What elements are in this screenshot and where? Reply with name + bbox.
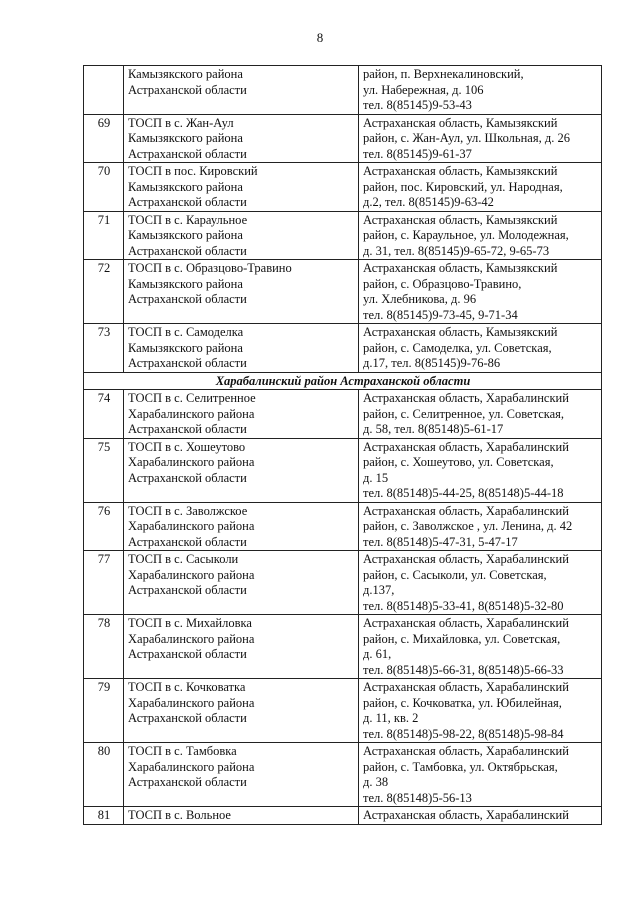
- address-line: район, с. Караульное, ул. Молодежная,: [363, 228, 569, 242]
- address-line: д. 58, тел. 8(85148)5-61-17: [363, 422, 504, 436]
- row-number: 72: [84, 260, 124, 324]
- office-name-cell: [124, 390, 359, 439]
- address-line: д. 61,: [363, 647, 392, 661]
- office-name-cell: [124, 163, 359, 212]
- address-line: район, п. Верхнекалиновский,: [363, 67, 524, 81]
- row-number: 81: [84, 807, 124, 825]
- page-number: 8: [316, 30, 324, 45]
- table-row: [84, 324, 602, 373]
- address-line: ул. Хлебникова, д. 96: [363, 292, 477, 306]
- address-line: ул. Набережная, д. 106: [363, 82, 484, 97]
- address-cell: [359, 211, 602, 260]
- office-name-line: Астраханской области: [128, 292, 247, 306]
- table-row: [84, 679, 602, 743]
- office-name-line: ТОСП в с. Образцово-Травино: [128, 261, 292, 275]
- address-line: Астраханская область, Камызякский: [363, 325, 558, 339]
- address-line: Астраханская область, Камызякский: [363, 212, 558, 227]
- address-line: д. 38: [363, 775, 389, 789]
- table-row: [84, 551, 602, 615]
- address-line: д.2, тел. 8(85145)9-63-42: [363, 195, 494, 209]
- office-name-line: Астраханской области: [128, 470, 247, 485]
- address-line: район, с. Заволжское , ул. Ленина, д. 42: [363, 519, 573, 533]
- offices-table: [83, 65, 602, 825]
- address-line: тел. 8(85145)9-53-43: [363, 98, 472, 112]
- office-name-cell: [124, 211, 359, 260]
- address-cell: [359, 438, 602, 502]
- address-line: район, с. Михайловка, ул. Советская,: [363, 631, 561, 646]
- address-line: район, с. Хошеутово, ул. Советская,: [363, 455, 554, 469]
- address-line: тел. 8(85148)5-44-25, 8(85148)5-44-18: [363, 486, 564, 500]
- office-name-line: ТОСП в с. Жан-Аул: [128, 115, 234, 130]
- address-cell: [359, 551, 602, 615]
- office-name-line: Астраханской области: [128, 422, 247, 436]
- office-name-cell: [124, 615, 359, 679]
- office-name-line: ТОСП в с. Самоделка: [128, 325, 244, 339]
- address-cell: [359, 743, 602, 807]
- office-name-line: ТОСП в с. Заволжское: [128, 503, 248, 518]
- office-name-line: Астраханской области: [128, 243, 247, 258]
- table-row: [84, 390, 602, 439]
- address-line: район, с. Самоделка, ул. Советская,: [363, 340, 552, 355]
- address-cell: [359, 114, 602, 163]
- address-line: район, с. Кочковатка, ул. Юбилейная,: [363, 695, 562, 710]
- office-name-line: Астраханской области: [128, 195, 247, 209]
- table-row: [84, 163, 602, 212]
- address-cell: [359, 502, 602, 551]
- office-name-line: Камызякского района: [128, 131, 243, 145]
- office-name-line: Харабалинского района: [128, 695, 255, 710]
- office-name-line: Камызякского района: [128, 276, 243, 291]
- office-name-cell: [124, 260, 359, 324]
- office-name-line: Харабалинского района: [128, 519, 255, 533]
- address-line: район, с. Селитренное, ул. Советская,: [363, 406, 565, 421]
- office-name-line: ТОСП в с. Хошеутово: [128, 439, 246, 454]
- section-title: Харабалинский район Астраханской области: [84, 372, 602, 390]
- office-name-cell: [124, 502, 359, 551]
- office-name-line: Астраханской области: [128, 146, 247, 161]
- office-name-line: ТОСП в с. Вольное: [128, 808, 231, 822]
- office-name-line: ТОСП в с. Тамбовка: [128, 744, 237, 758]
- address-cell: [359, 163, 602, 212]
- address-line: тел. 8(85145)9-61-37: [363, 146, 472, 161]
- row-number: 79: [84, 679, 124, 743]
- address-cell: [359, 615, 602, 679]
- address-line: Астраханская область, Камызякский: [363, 261, 558, 275]
- row-number: 73: [84, 324, 124, 373]
- office-name-line: Харабалинского района: [128, 631, 255, 646]
- office-name-line: Астраханской области: [128, 775, 247, 789]
- row-number: 71: [84, 211, 124, 260]
- address-line: тел. 8(85145)9-73-45, 9-71-34: [363, 307, 518, 322]
- row-number: 69: [84, 114, 124, 163]
- table-body-kharabali: [84, 390, 602, 825]
- table-row: [84, 211, 602, 260]
- address-cell: [359, 324, 602, 373]
- office-name-cell: [124, 324, 359, 373]
- row-number: 80: [84, 743, 124, 807]
- office-name-line: ТОСП в с. Михайловка: [128, 616, 252, 630]
- address-line: д. 31, тел. 8(85145)9-65-72, 9-65-73: [363, 243, 550, 258]
- office-name-line: ТОСП в с. Караульное: [128, 212, 248, 227]
- office-name-line: Камызякского района: [128, 228, 243, 242]
- table-row: [84, 807, 602, 825]
- table-row: [84, 743, 602, 807]
- address-cell: [359, 679, 602, 743]
- office-name-cell: [124, 551, 359, 615]
- table-body-kamyzyak: [84, 66, 602, 373]
- address-line: Астраханская область, Харабалинский: [363, 680, 569, 694]
- office-name-cell: [124, 807, 359, 825]
- address-line: Астраханская область, Харабалинский: [363, 391, 569, 405]
- address-cell: [359, 66, 602, 115]
- office-name-cell: [124, 438, 359, 502]
- office-name-line: Астраханской области: [128, 534, 247, 549]
- office-name-line: Астраханской области: [128, 82, 247, 97]
- office-name-line: ТОСП в с. Селитренное: [128, 391, 256, 405]
- address-line: район, с. Образцово-Травино,: [363, 276, 522, 291]
- address-line: тел. 8(85148)5-98-22, 8(85148)5-98-84: [363, 726, 564, 741]
- address-line: район, пос. Кировский, ул. Народная,: [363, 179, 563, 194]
- row-number: 75: [84, 438, 124, 502]
- address-line: Астраханская область, Харабалинский: [363, 439, 569, 454]
- office-name-line: Харабалинского района: [128, 455, 255, 469]
- table-row: [84, 260, 602, 324]
- address-line: д.137,: [363, 583, 395, 597]
- address-line: Астраханская область, Харабалинский: [363, 616, 569, 630]
- address-line: Астраханская область, Харабалинский: [363, 808, 569, 822]
- row-number: [84, 66, 124, 115]
- address-cell: [359, 390, 602, 439]
- address-line: Астраханская область, Харабалинский: [363, 503, 569, 518]
- office-name-line: ТОСП в с. Кочковатка: [128, 680, 246, 694]
- row-number: 74: [84, 390, 124, 439]
- address-line: тел. 8(85148)5-56-13: [363, 790, 472, 805]
- office-name-cell: [124, 114, 359, 163]
- office-name-line: Астраханской области: [128, 711, 247, 725]
- address-line: район, с. Сасыколи, ул. Советская,: [363, 567, 547, 582]
- address-line: Астраханская область, Харабалинский: [363, 744, 569, 758]
- office-name-cell: [124, 743, 359, 807]
- office-name-line: Астраханской области: [128, 583, 247, 597]
- address-line: тел. 8(85148)5-33-41, 8(85148)5-32-80: [363, 598, 564, 613]
- address-line: д. 11, кв. 2: [363, 711, 419, 725]
- row-number: 78: [84, 615, 124, 679]
- office-name-line: Астраханской области: [128, 356, 247, 370]
- table-row: [84, 502, 602, 551]
- office-name-cell: [124, 679, 359, 743]
- office-name-line: Камызякского района: [128, 179, 243, 194]
- address-line: тел. 8(85148)5-66-31, 8(85148)5-66-33: [363, 662, 564, 677]
- address-line: д.17, тел. 8(85145)9-76-86: [363, 356, 501, 370]
- address-cell: [359, 260, 602, 324]
- office-name-line: Камызякского района: [128, 67, 243, 81]
- address-line: Астраханская область, Камызякский: [363, 164, 558, 178]
- section-header-row: [84, 372, 602, 390]
- office-name-cell: [124, 66, 359, 115]
- table-row: [84, 438, 602, 502]
- address-line: д. 15: [363, 470, 389, 485]
- address-line: тел. 8(85148)5-47-31, 5-47-17: [363, 534, 518, 549]
- office-name-line: Харабалинского района: [128, 406, 255, 421]
- office-name-line: Астраханской области: [128, 647, 247, 661]
- address-line: район, с. Тамбовка, ул. Октябрьская,: [363, 759, 558, 774]
- office-name-line: Камызякского района: [128, 340, 243, 355]
- address-line: Астраханская область, Харабалинский: [363, 552, 569, 566]
- address-line: Астраханская область, Камызякский: [363, 115, 558, 130]
- address-line: район, с. Жан-Аул, ул. Школьная, д. 26: [363, 131, 570, 145]
- office-name-line: Харабалинского района: [128, 567, 255, 582]
- office-name-line: Харабалинского района: [128, 759, 255, 774]
- row-number: 70: [84, 163, 124, 212]
- table-row: [84, 114, 602, 163]
- table-row: [84, 66, 602, 115]
- row-number: 77: [84, 551, 124, 615]
- office-name-line: ТОСП в пос. Кировский: [128, 164, 258, 178]
- row-number: 76: [84, 502, 124, 551]
- office-name-line: ТОСП в с. Сасыколи: [128, 552, 239, 566]
- address-cell: [359, 807, 602, 825]
- table-row: [84, 615, 602, 679]
- section-header-group: [84, 372, 602, 390]
